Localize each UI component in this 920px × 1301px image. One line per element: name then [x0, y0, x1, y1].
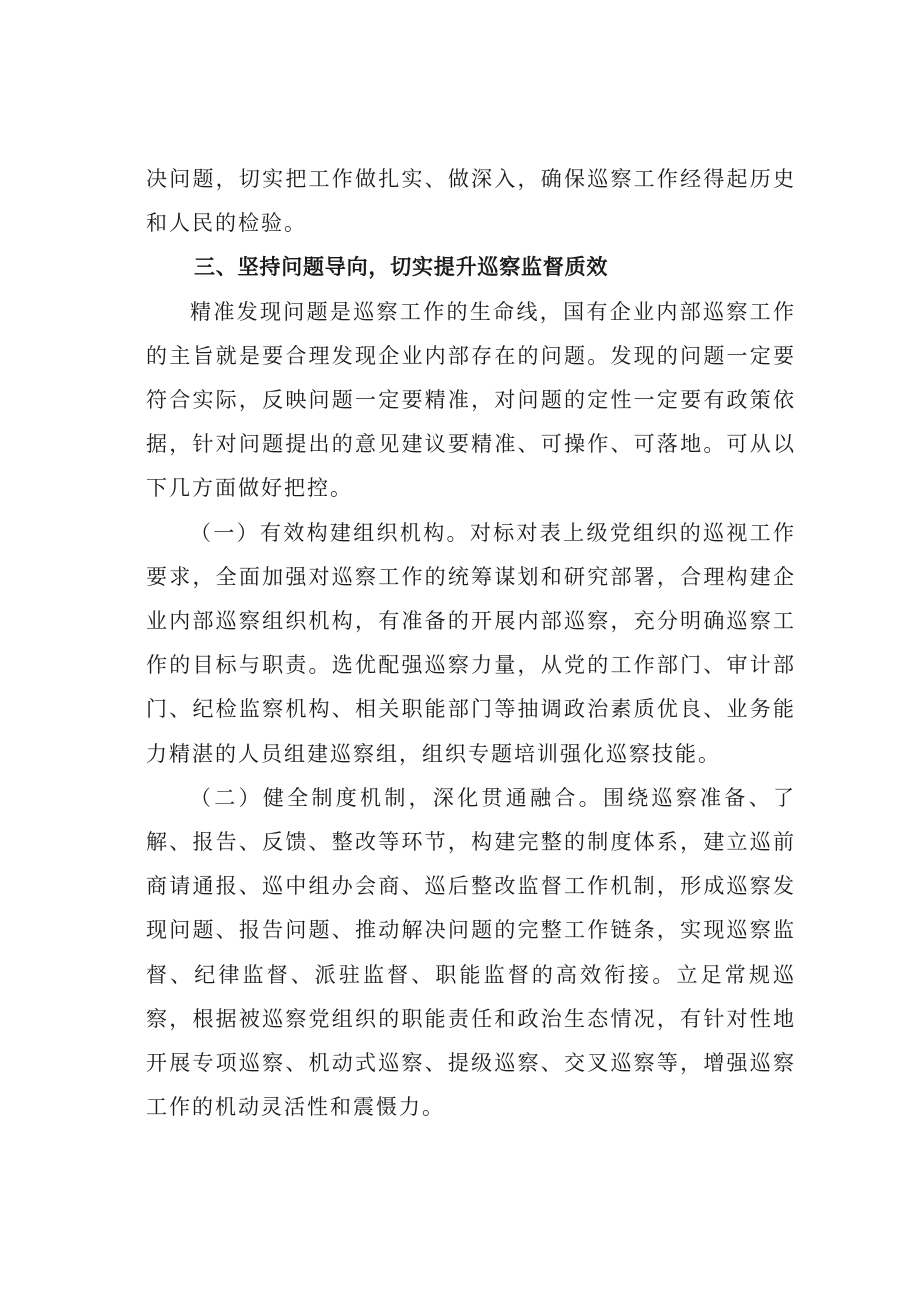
- paragraph-item-2: （二）健全制度机制，深化贯通融合。围绕巡察准备、了解、报告、反馈、整改等环节，构建完整的制度体系，建立巡前商请通报、巡中组办会商、巡后整改监督工作机制，形成巡察发现问题、报告问题、推动解决问题的完整工作链条，实现巡察监督、纪律监督、派驻监督、职能监督的高效衔接。立足常规巡察，根据被巡察党组织的职能责任和政治生态情况，有针对性地开展专项巡察、机动式巡察、提级巡察、交叉巡察等，增强巡察工作的机动灵活性和震慑力。: [146, 785, 796, 1120]
- section-heading: 三、坚持问题导向，切实提升巡察监督质效: [194, 255, 609, 280]
- paragraph-intro: 精准发现问题是巡察工作的生命线，国有企业内部巡察工作的主旨就是要合理发现企业内部存在的问题。发现的问题一定要符合实际，反映问题一定要精准，对问题的定性一定要有政策依据，针对问题提出的意见建议要精准、可操作、可落地。可从以下几方面做好把控。: [146, 299, 796, 501]
- document-body: [146, 157, 796, 1129]
- paragraph-item-1: （一）有效构建组织机构。对标对表上级党组织的巡视工作要求，全面加强对巡察工作的统筹谋划和研究部署，合理构建企业内部巡察组织机构，有准备的开展内部巡察，充分明确巡察工作的目标与职责。选优配强巡察力量，从党的工作部门、审计部门、纪检监察机构、相关职能部门等抽调政治素质优良、业务能力精湛的人员组建巡察组，组织专题培训强化巡察技能。: [146, 520, 796, 766]
- paragraph-continuation: 决问题，切实把工作做扎实、做深入，确保巡察工作经得起历史和人民的检验。: [146, 167, 796, 236]
